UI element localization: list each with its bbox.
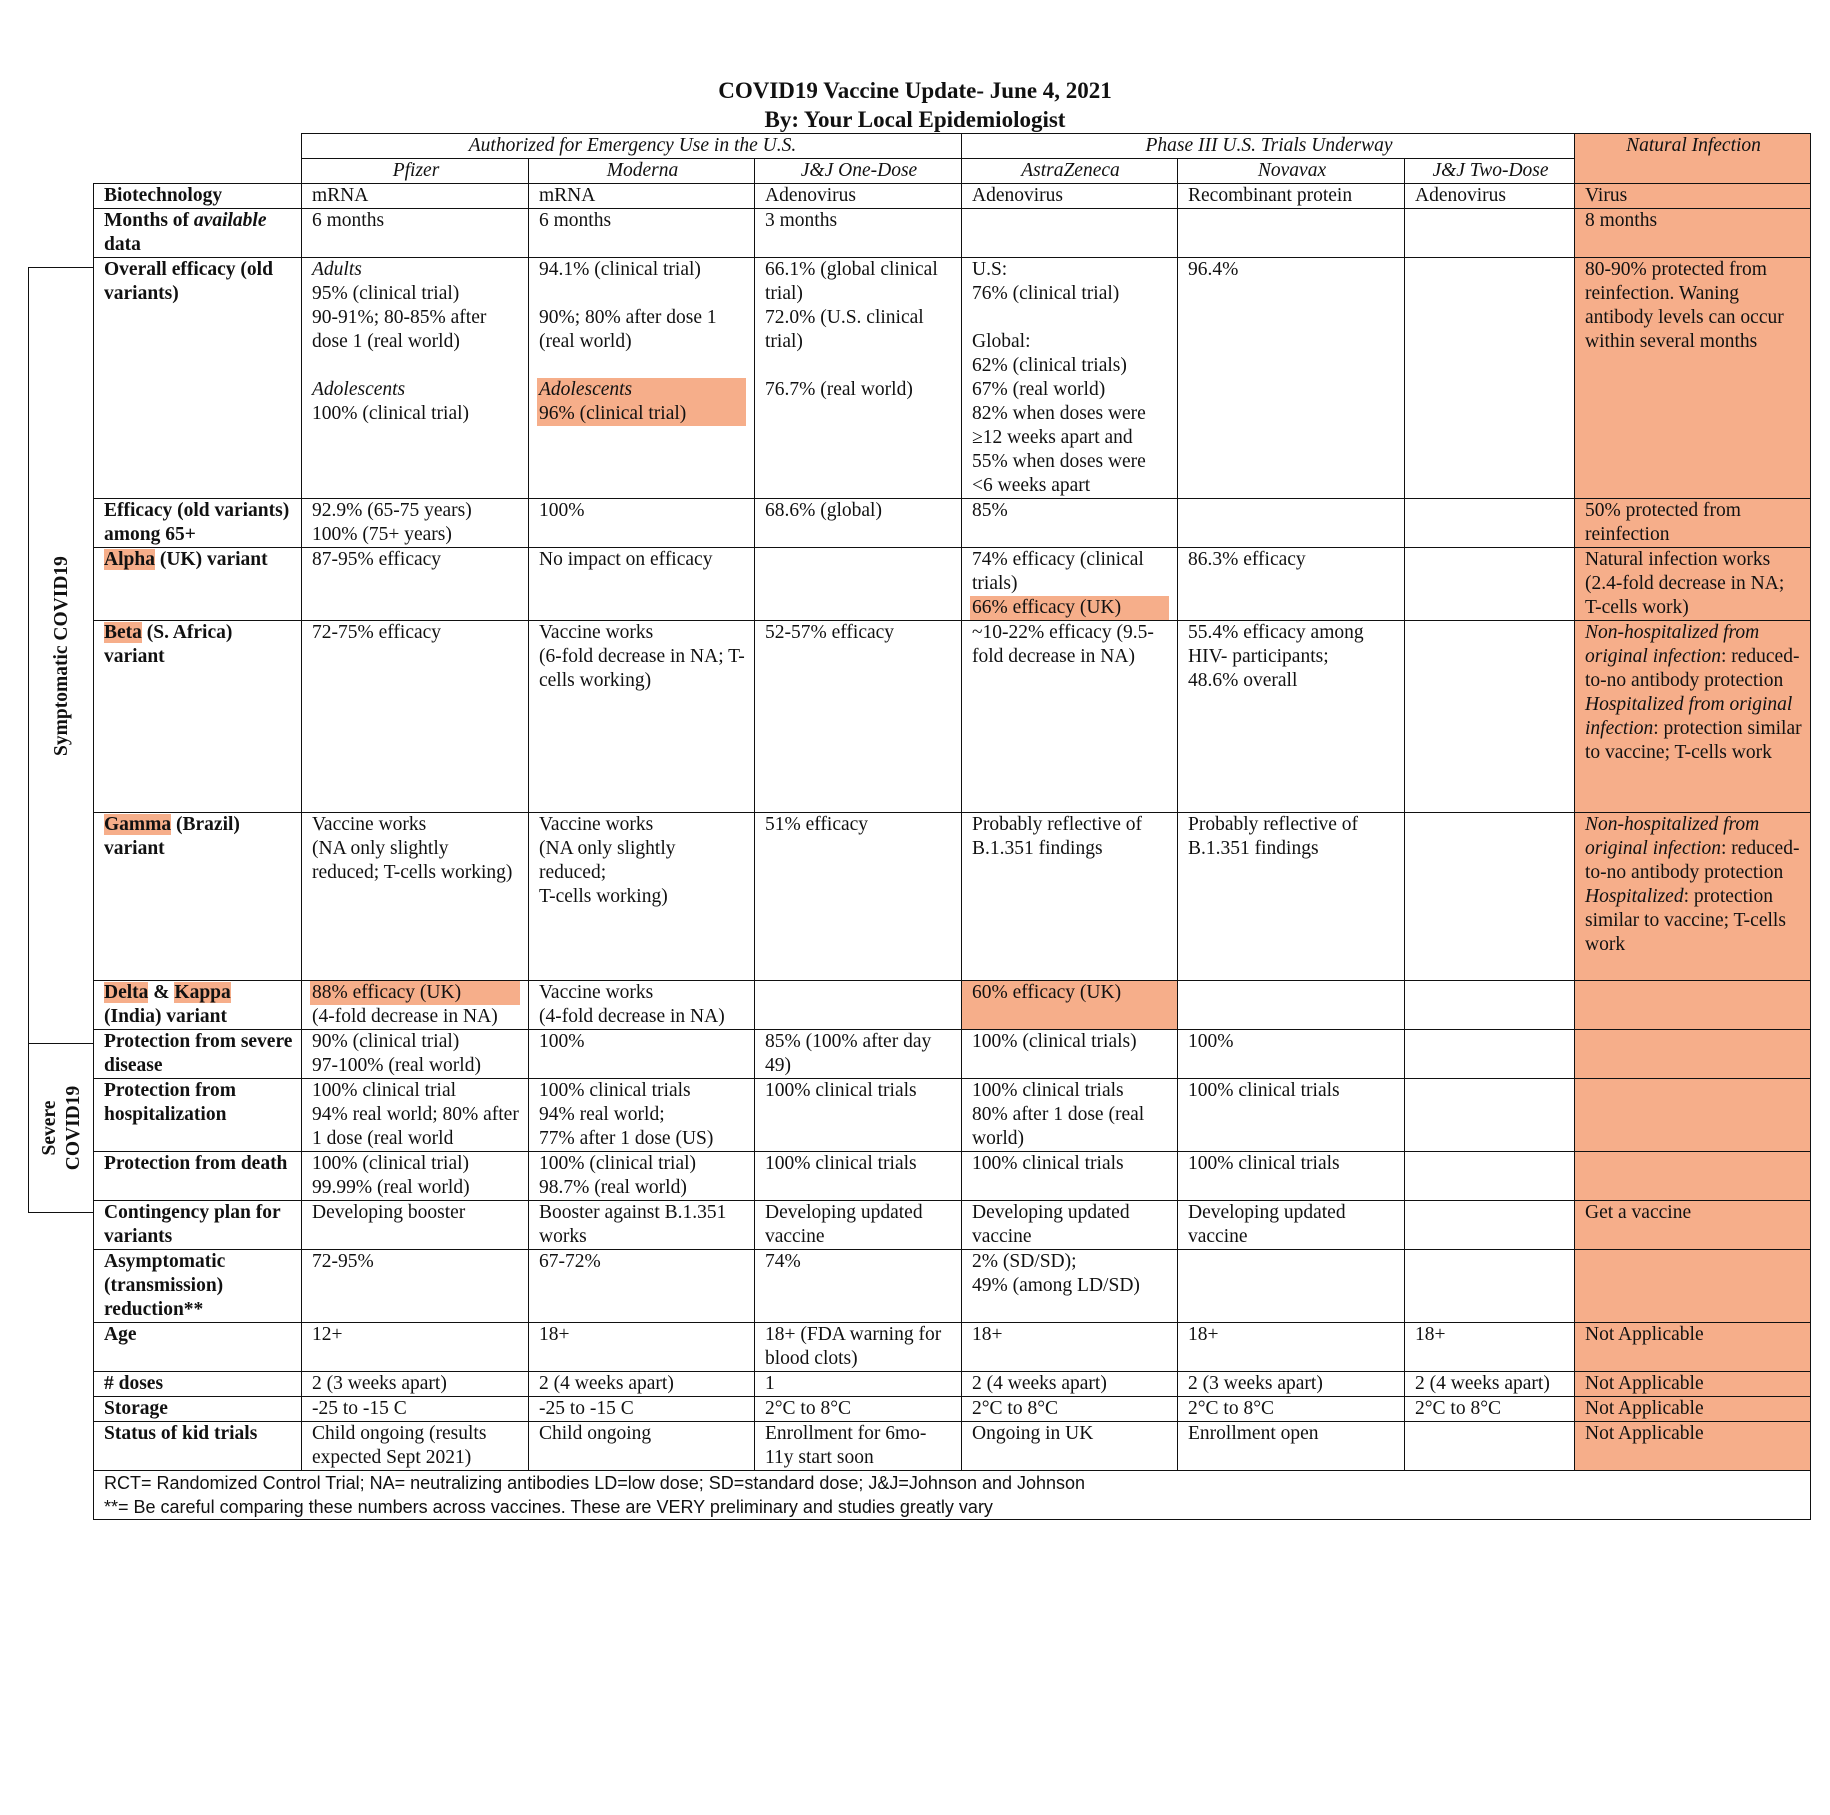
row-gamma-variant: Gamma (Brazil) variant Vaccine works (NA only slightly reduced; T-cells working) Vaccine works (NA only slightly reduced; T-cells working) 51% efficacy Probably reflective of B.1.351 findings Probably reflective of B.1.351 findings Non-hospitalized from original infection: reduced-to-no antibody protection Hospitalized: protection similar to vaccine; T-cells work — [94, 813, 1811, 981]
col-novavax: Novavax — [1178, 159, 1405, 184]
row-alpha-variant: Alpha (UK) variant 87-95% efficacy No impact on efficacy 74% efficacy (clinical trials) 66% efficacy (UK) 86.3% efficacy Natural infection works (2.4-fold decrease in NA; T-cells work) — [94, 548, 1811, 621]
group-natural: Natural Infection — [1575, 134, 1811, 184]
row-delta-kappa-variant: Delta & Kappa (India) variant 88% efficacy (UK) (4-fold decrease in NA) Vaccine works (4-fold decrease in NA) 60% efficacy (UK) — [94, 981, 1811, 1030]
vaccine-comparison-table — [93, 133, 1811, 1520]
group-phase3: Phase III U.S. Trials Underway — [962, 134, 1575, 159]
group-authorized: Authorized for Emergency Use in the U.S. — [302, 134, 962, 159]
row-severe-disease: Protection from severe disease 90% (clinical trial) 97-100% (real world) 100% 85% (100% after day 49) 100% (clinical trials) 100% — [94, 1030, 1811, 1079]
side-label-severe — [28, 1043, 94, 1213]
col-astrazeneca: AstraZeneca — [962, 159, 1178, 184]
row-overall-efficacy: Overall efficacy (old variants) Adults 95% (clinical trial) 90-91%; 80-85% after dose 1 (real world) Adolescents 100% (clinical trial) 94.1% (clinical trial) 90%; 80% after dose 1 (real world) Adolescents 96% (clinical trial) 66.1% (global clinical trial) 72.0% (U.S. clinical trial) 76.7% (real world) U.S: 76% (clinical trial) Global: 62% (clinical trials) 67% (real world) 82% when doses were ≥12 weeks apart and 55% when doses were <6 weeks apart 96.4% 80-90% protected from reinfection. Waning antibody levels can occur within several months — [94, 258, 1811, 499]
row-beta-variant: Beta (S. Africa) variant 72-75% efficacy Vaccine works (6-fold decrease in NA; T-cells working) 52-57% efficacy ~10-22% efficacy (9.5-fold decrease in NA) 55.4% efficacy among HIV- participants; 48.6% overall Non-hospitalized from original infection: reduced-to-no antibody protection Hospitalized from original infection: protection similar to vaccine; T-cells work — [94, 621, 1811, 813]
group-header-row — [94, 134, 1811, 159]
page-title — [0, 76, 1830, 134]
col-jj-one-dose: J&J One-Dose — [755, 159, 962, 184]
row-biotechnology: Biotechnology mRNA mRNA Adenovirus Adenovirus Recombinant protein Adenovirus Virus — [94, 184, 1811, 209]
row-age: Age 12+ 18+ 18+ (FDA warning for blood clots) 18+ 18+ 18+ Not Applicable — [94, 1323, 1811, 1372]
column-header-row — [94, 159, 1811, 184]
side-label-symptomatic: Symptomatic COVID19 — [28, 267, 94, 1044]
col-pfizer: Pfizer — [302, 159, 529, 184]
row-footnotes — [94, 1471, 1811, 1520]
row-doses: # doses 2 (3 weeks apart) 2 (4 weeks apart) 1 2 (4 weeks apart) 2 (3 weeks apart) 2 (4 weeks apart) Not Applicable — [94, 1372, 1811, 1397]
side-label-severe-line2: COVID19 — [62, 1085, 84, 1171]
highlight-moderna-adolescents: Adolescents 96% (clinical trial) — [537, 378, 746, 426]
footnote-line-2: **= Be careful comparing these numbers across vaccines. These are VERY preliminary and studies greatly vary — [104, 1497, 993, 1517]
col-jj-two-dose: J&J Two-Dose — [1405, 159, 1575, 184]
row-efficacy-65plus: Efficacy (old variants) among 65+ 92.9% (65-75 years) 100% (75+ years) 100% 68.6% (global) 85% 50% protected from reinfection — [94, 499, 1811, 548]
title-line-2: By: Your Local Epidemiologist — [764, 107, 1066, 132]
row-kid-trials: Status of kid trials Child ongoing (results expected Sept 2021) Child ongoing Enrollment for 6mo-11y start soon Ongoing in UK Enrollment open Not Applicable — [94, 1422, 1811, 1471]
row-months-data: Months of available data 6 months 6 months 3 months 8 months — [94, 209, 1811, 258]
side-label-severe-line1: Severe — [38, 1100, 60, 1156]
row-storage: Storage -25 to -15 C -25 to -15 C 2°C to 8°C 2°C to 8°C 2°C to 8°C 2°C to 8°C Not Applicable — [94, 1397, 1811, 1422]
row-death: Protection from death 100% (clinical trial) 99.99% (real world) 100% (clinical trial) 98.7% (real world) 100% clinical trials 100% clinical trials 100% clinical trials — [94, 1152, 1811, 1201]
row-hospitalization: Protection from hospitalization 100% clinical trial 94% real world; 80% after 1 dose (real world 100% clinical trials 94% real world; 77% after 1 dose (US) 100% clinical trials 100% clinical trials 80% after 1 dose (real world) 100% clinical trials — [94, 1079, 1811, 1152]
footnote-line-1: RCT= Randomized Control Trial; NA= neutralizing antibodies LD=low dose; SD=standard dose; J&J=Johnson and Johnson — [104, 1473, 1086, 1493]
col-moderna: Moderna — [529, 159, 755, 184]
row-contingency: Contingency plan for variants Developing booster Booster against B.1.351 works Developing updated vaccine Developing updated vaccine Developing updated vaccine Get a vaccine — [94, 1201, 1811, 1250]
row-asymptomatic: Asymptomatic (transmission) reduction** 72-95% 67-72% 74% 2% (SD/SD); 49% (among LD/SD) — [94, 1250, 1811, 1323]
title-line-1: COVID19 Vaccine Update- June 4, 2021 — [718, 78, 1112, 103]
